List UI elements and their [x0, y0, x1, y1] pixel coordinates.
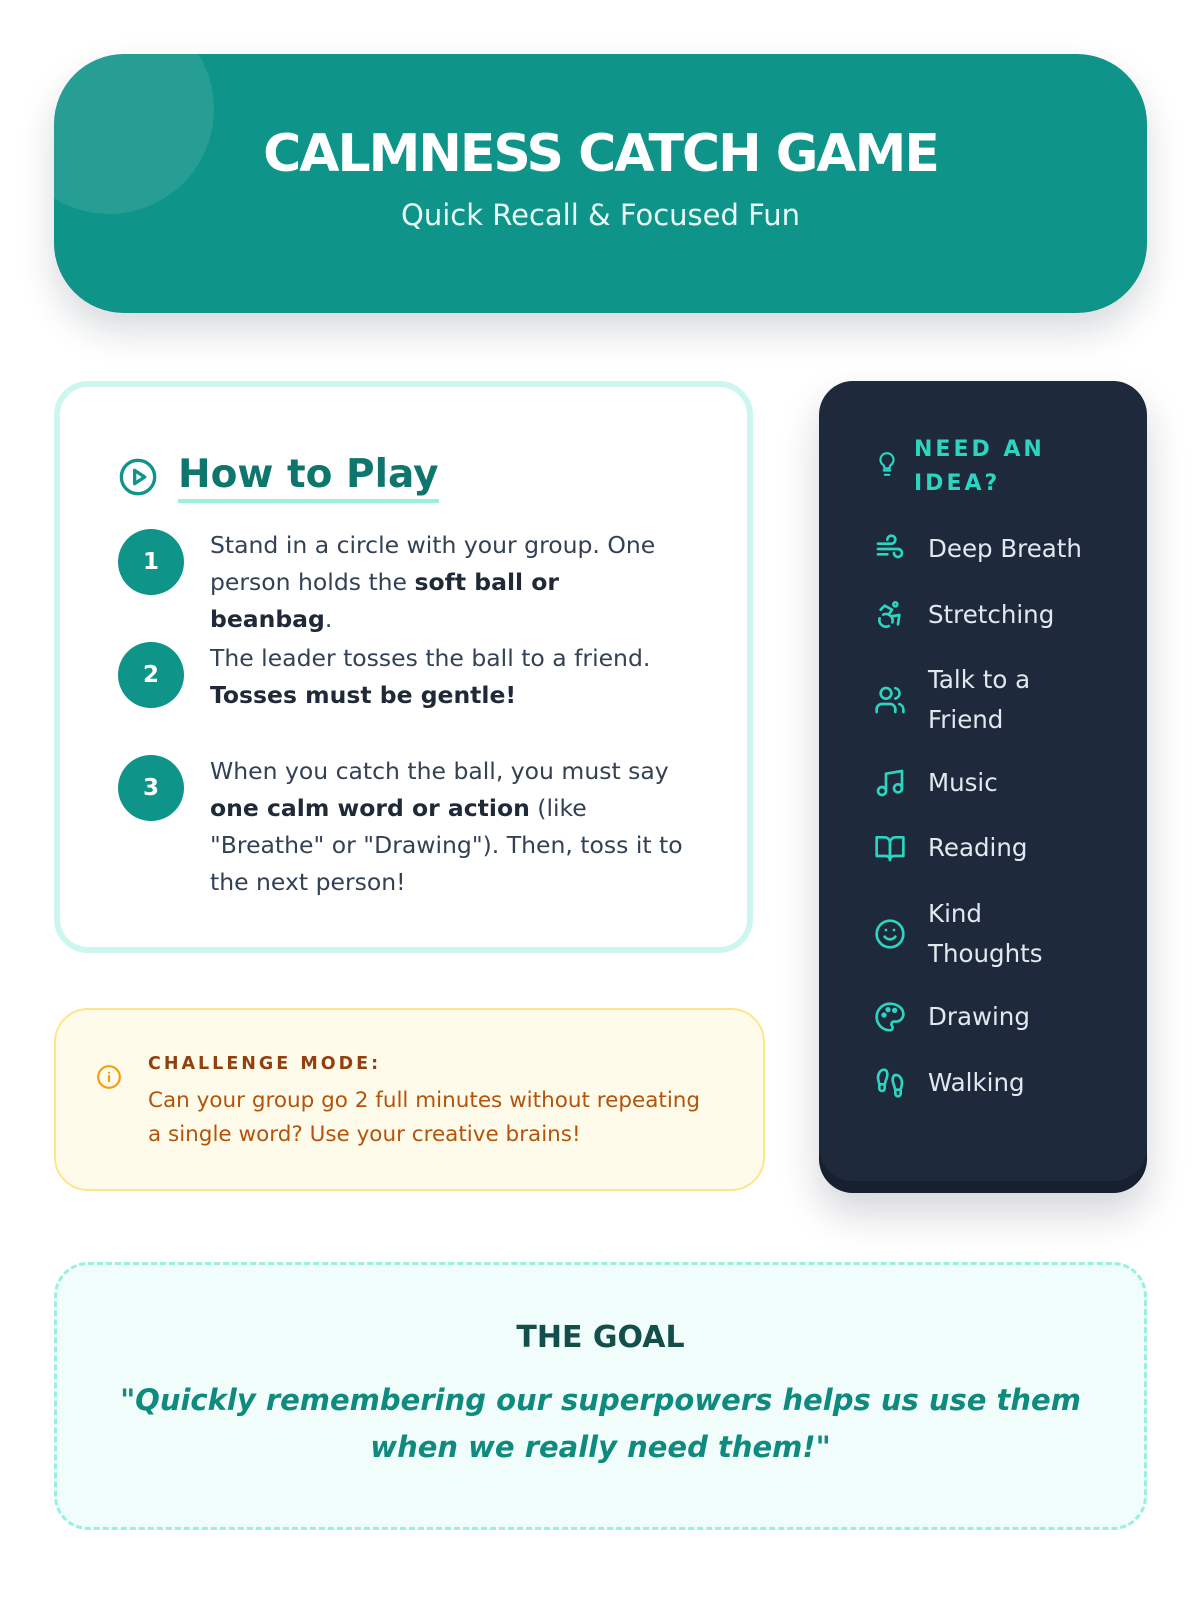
idea-talk-to-a-friend [874, 660, 1048, 740]
step-number-badge: 2 [118, 642, 184, 708]
music-note-icon [874, 767, 906, 799]
step-number-badge: 1 [118, 529, 184, 595]
idea-label: Deep Breath [928, 534, 1082, 563]
step-text: When you catch the ball, you must say one calm word or action (like "Breathe" or "Drawing"). Then, toss it to the next person! [210, 757, 683, 896]
wind-icon [874, 533, 906, 565]
users-icon [874, 684, 906, 716]
info-icon [96, 1064, 122, 1090]
step-text: The leader tosses the ball to a friend. Tosses must be gentle! [210, 644, 651, 709]
footprints-icon [874, 1067, 906, 1099]
accessibility-icon [874, 599, 906, 631]
idea-label: Music [928, 768, 998, 797]
idea-label: Talk to a Friend [928, 665, 1031, 734]
idea-walking [874, 1063, 1103, 1103]
how-to-play-title: How to Play [178, 452, 439, 503]
idea-label: Walking [928, 1068, 1025, 1097]
idea-drawing [874, 997, 1103, 1037]
page-subtitle: Quick Recall & Focused Fun [401, 198, 800, 232]
ideas-panel [819, 381, 1147, 1193]
step-3 [118, 755, 688, 901]
goal-quote: "Quickly remembering our superpowers helps us use them when we really need them!" [120, 1383, 1081, 1464]
ideas-header [874, 433, 1114, 501]
idea-label: Kind Thoughts [928, 899, 1043, 968]
header-banner [54, 54, 1147, 313]
goal-box [54, 1262, 1147, 1530]
idea-reading [874, 828, 1103, 868]
play-circle-icon [118, 457, 158, 497]
step-text: Stand in a circle with your group. One person holds the soft ball or beanbag. [210, 531, 656, 633]
book-open-icon [874, 832, 906, 864]
how-to-play-card [54, 381, 753, 953]
idea-deep-breath [874, 529, 1103, 569]
challenge-text: Can your group go 2 full minutes without repeating a single word? Use your creative brains! [148, 1088, 701, 1147]
step-number-badge: 3 [118, 755, 184, 821]
smile-icon [874, 918, 906, 950]
challenge-mode-box [54, 1008, 765, 1191]
step-2 [118, 642, 688, 714]
page-title: CALMNESS CATCH GAME [263, 124, 938, 184]
step-1 [118, 529, 688, 638]
palette-icon [874, 1001, 906, 1033]
lightbulb-icon [874, 451, 900, 477]
idea-label: Drawing [928, 1002, 1030, 1031]
idea-stretching [874, 595, 1103, 635]
idea-kind-thoughts [874, 894, 1048, 974]
idea-label: Stretching [928, 600, 1055, 629]
idea-music [874, 763, 1103, 803]
ideas-title: NEED AN IDEA? [914, 437, 1045, 496]
how-to-play-header [118, 447, 439, 507]
idea-label: Reading [928, 833, 1028, 862]
goal-title: THE GOAL [516, 1320, 685, 1355]
challenge-label: CHALLENGE MODE: [148, 1054, 382, 1074]
